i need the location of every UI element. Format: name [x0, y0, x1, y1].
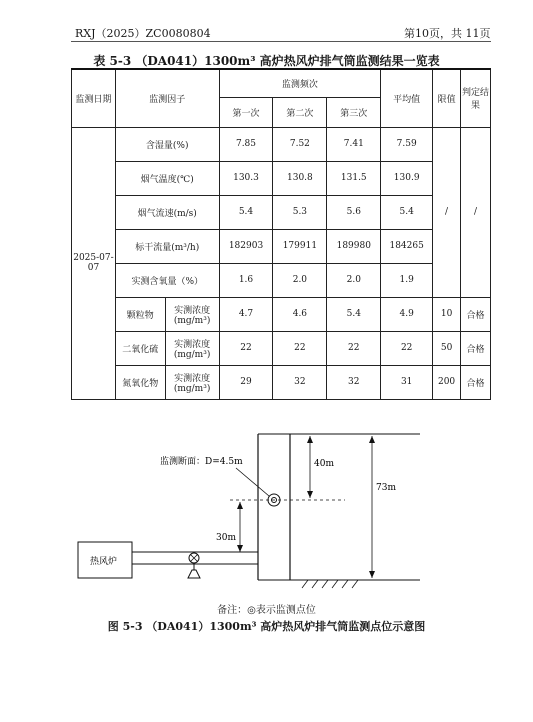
judgement-cell: 合格	[461, 297, 491, 331]
average-cell: 1.9	[381, 263, 433, 297]
value-cell: 189980	[327, 229, 381, 263]
header-second: 第二次	[273, 97, 327, 127]
figure-note: 备注：◎表示监测点位	[217, 605, 316, 616]
value-cell: 4.6	[273, 297, 327, 331]
value-cell: 5.3	[273, 195, 327, 229]
pollutant-name: 二氧化硫	[115, 331, 165, 365]
table-title: 表 5-3 （DA041）1300m³ 高炉热风炉排气筒监测结果一览表	[93, 54, 440, 68]
section-label: 监测断面：D=4.5m	[160, 457, 243, 467]
diagram-svg	[0, 420, 533, 620]
dim-73-label: 73m	[376, 483, 396, 493]
average-cell: 5.4	[381, 195, 433, 229]
factor-label: 烟气流速(m/s)	[115, 195, 219, 229]
fan-base-icon	[188, 570, 200, 578]
value-cell: 131.5	[327, 161, 381, 195]
header-average: 平均值	[381, 69, 433, 127]
dim-73-arrow-top	[369, 436, 375, 443]
value-cell: 130.3	[219, 161, 273, 195]
dim-30-arrow-bottom	[237, 545, 243, 552]
dim-30-arrow-top	[237, 502, 243, 509]
page-header	[0, 25, 533, 43]
factor-label: 烟气温度(℃)	[115, 161, 219, 195]
dim-30-label: 30m	[216, 533, 236, 543]
factor-label: 标干流量(m³/h)	[115, 229, 219, 263]
label-leader-line	[236, 468, 269, 496]
header-divider	[71, 41, 491, 42]
pollutant-name: 氮氧化物	[115, 365, 165, 399]
value-cell: 5.4	[219, 195, 273, 229]
header-limit: 限值	[433, 69, 461, 127]
pollutant-measure: 实测浓度(mg/m³)	[165, 297, 219, 331]
pollutant-name: 颗粒物	[115, 297, 165, 331]
header-factor	[115, 69, 219, 127]
value-cell: 130.8	[273, 161, 327, 195]
figure-title: 图 5-3 （DA041）1300m³ 高炉热风炉排气筒监测点位示意图	[107, 620, 426, 633]
value-cell: 32	[273, 365, 327, 399]
judgement-cell: 合格	[461, 331, 491, 365]
value-cell: 7.41	[327, 127, 381, 161]
value-cell: 179911	[273, 229, 327, 263]
monitoring-date: 2025-07-07	[72, 127, 116, 399]
dim-73-arrow-bottom	[369, 571, 375, 578]
value-cell: 182903	[219, 229, 273, 263]
header-factor-text: 监测因子	[149, 94, 186, 105]
header-third: 第三次	[327, 97, 381, 127]
value-cell: 7.85	[219, 127, 273, 161]
average-cell: 4.9	[381, 297, 433, 331]
header-frequency: 监测频次	[219, 69, 381, 97]
value-cell: 2.0	[273, 263, 327, 297]
dim-40-arrow-top	[307, 436, 313, 443]
average-cell: 22	[381, 331, 433, 365]
value-cell: 5.6	[327, 195, 381, 229]
value-cell: 22	[327, 331, 381, 365]
value-cell: 5.4	[327, 297, 381, 331]
average-cell: 184265	[381, 229, 433, 263]
limit-cell: 10	[433, 297, 461, 331]
ground-hatch	[302, 580, 358, 588]
pollutant-measure: 实测浓度(mg/m³)	[165, 331, 219, 365]
header-judgement: 判定结果	[461, 69, 491, 127]
value-cell: 2.0	[327, 263, 381, 297]
shared-judgement: /	[461, 127, 491, 297]
value-cell: 22	[273, 331, 327, 365]
factor-label: 含湿量(%)	[115, 127, 219, 161]
average-cell: 130.9	[381, 161, 433, 195]
pollutant-measure: 实测浓度(mg/m³)	[165, 365, 219, 399]
value-cell: 29	[219, 365, 273, 399]
value-cell: 32	[327, 365, 381, 399]
limit-cell: 200	[433, 365, 461, 399]
header-date-text: 监测日期	[75, 94, 112, 105]
judgement-cell: 合格	[461, 365, 491, 399]
value-cell: 7.52	[273, 127, 327, 161]
header-date	[72, 69, 116, 127]
factor-label: 实测含氧量（%）	[115, 263, 219, 297]
stove-label: 热风炉	[90, 557, 118, 567]
dim-40-label: 40m	[314, 459, 334, 469]
value-cell: 1.6	[219, 263, 273, 297]
header-first: 第一次	[219, 97, 273, 127]
page-number: 第10页，共 11页	[404, 27, 491, 40]
average-cell: 31	[381, 365, 433, 399]
monitoring-point-diagram	[0, 420, 533, 620]
shared-limit: /	[433, 127, 461, 297]
monitoring-results-table	[71, 68, 491, 400]
document-code: RXJ（2025）ZC0080804	[75, 27, 211, 40]
value-cell: 4.7	[219, 297, 273, 331]
average-cell: 7.59	[381, 127, 433, 161]
dim-40-arrow-bottom	[307, 491, 313, 498]
value-cell: 22	[219, 331, 273, 365]
limit-cell: 50	[433, 331, 461, 365]
